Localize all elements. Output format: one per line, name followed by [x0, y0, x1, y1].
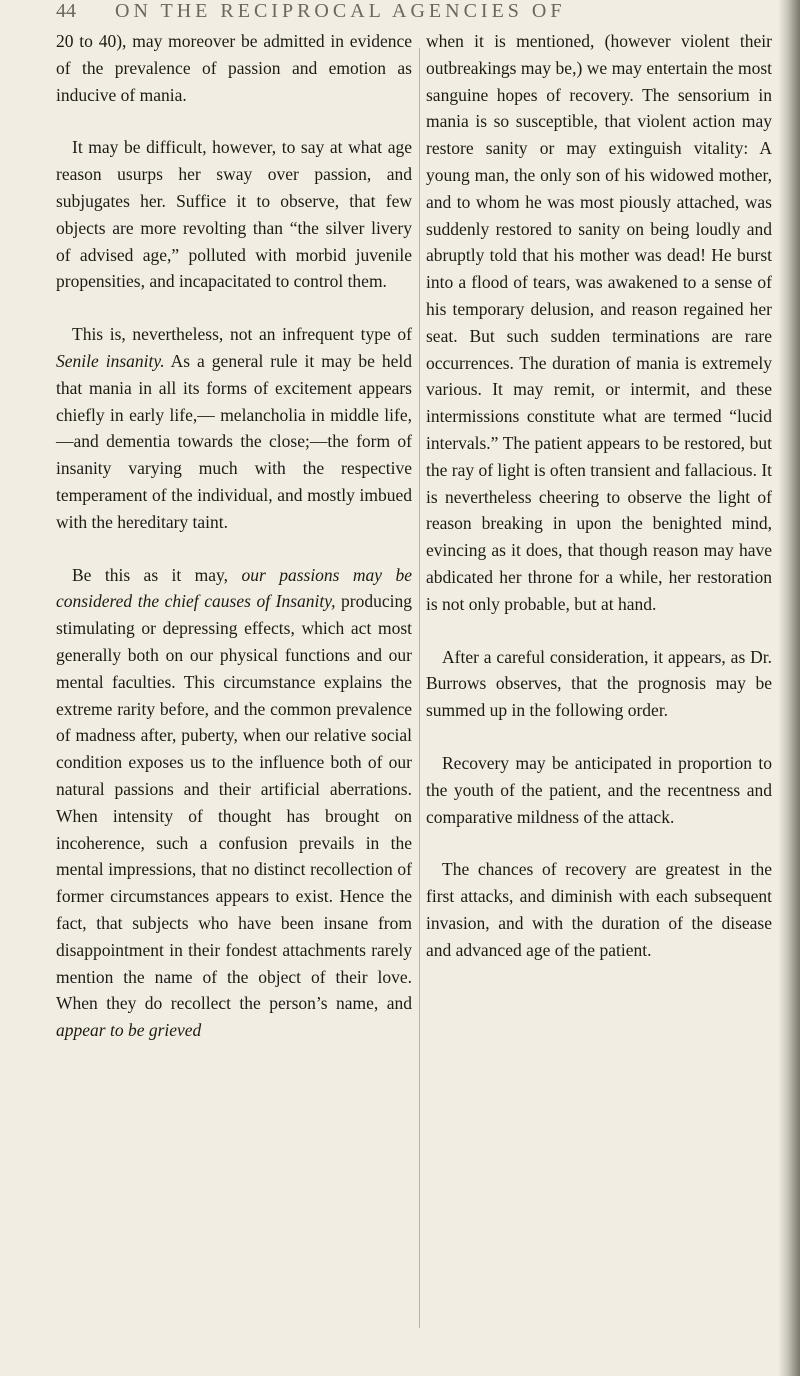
paragraph	[56, 562, 412, 1044]
running-title: ON THE RECIPROCAL AGENCIES OF	[115, 0, 566, 22]
italic-text: our passions may be considered the chief causes of Insanity,	[56, 564, 412, 612]
italic-text: Senile insanity.	[56, 350, 165, 371]
text-run: This is, nevertheless, not an infrequent type of	[72, 324, 412, 345]
text-run: producing stimulating or depressing effects, which act most generally both on our physical functions and our mental faculties. This circumstance explains the extreme rarity before, and the common prevalence of madness after, puberty, when our relative social condition exposes us to the influence both of our natural passions and their artificial aberrations. When intensity of thought has brought on incoherence, such a confusion prevails in the mental impressions, that no distinct recollection of former circumstances appears to exist. Hence the fact, that subjects who have been insane from disappointment in their fondest attachments rarely mention the name of the object of their love. When they do recollect the person’s name, and	[56, 591, 412, 1014]
paragraph: The chances of recovery are greatest in the first attacks, and diminish with each subsequent invasion, and with the duration of the disease and advanced age of the patient.	[426, 859, 772, 960]
paragraph: when it is mentioned, (however violent their outbreakings may be,) we may entertain the most sanguine hopes of recovery. The sensorium in mania is so susceptible, that violent action may restore sanity or may extinguish vitality: A young man, the only son of his widowed mother, and to whom he was most piously attached, was suddenly restored to sanity on being loudly and abruptly told that his mother was dead! He burst into a flood of tears, was awakened to a sense of his temporary delusion, and reason regained her seat. But such sudden terminations are rare occurrences. The duration of mania is extremely various. It may remit, or intermit, and these intermissions constitute what are termed “lucid intervals.” The patient appears to be restored, but the ray of light is often transient and fallacious. It is nevertheless cheering to observe the light of reason breaking in upon the benighted mind, evincing as it does, that though reason may have abdicated her throne for a while, her restoration is not only probable, but at hand.	[426, 31, 773, 614]
page-number: 44	[56, 0, 76, 22]
running-header	[56, 0, 776, 30]
text-run: As a general rule it may be held that mania in all its forms of excitement appears chiefly in early life,— melancholia in middle life,—and dementia towards the close;—the form of insanity varying much with the respective temperament of the individual, and mostly imbued with the hereditary taint.	[56, 350, 412, 532]
italic-text: appear to be grieved	[56, 1020, 202, 1041]
page-edge-shadow	[778, 0, 800, 1376]
paragraph: Recovery may be anticipated in proportion to the youth of the patient, and the recentness and comparative mildness of the attack.	[426, 752, 772, 827]
column-divider	[419, 48, 420, 1328]
paragraph	[56, 321, 412, 535]
left-column	[56, 28, 412, 1070]
text-run: Be this as it may,	[72, 564, 242, 585]
paragraph: After a careful consideration, it appears, as Dr. Burrows observes, that the prognosis may be summed up in the following order.	[426, 646, 772, 721]
paragraph: 20 to 40), may moreover be admitted in evidence of the prevalence of passion and emotion as inducive of mania.	[56, 31, 412, 105]
paragraph: It may be difficult, however, to say at what age reason usurps her sway over passion, and subjugates her. Suffice it to observe, that few objects are more revolting than “the silver livery of advised age,” polluted with morbid juvenile propensities, and incapacitated to control them.	[56, 137, 412, 292]
right-column	[426, 28, 772, 990]
